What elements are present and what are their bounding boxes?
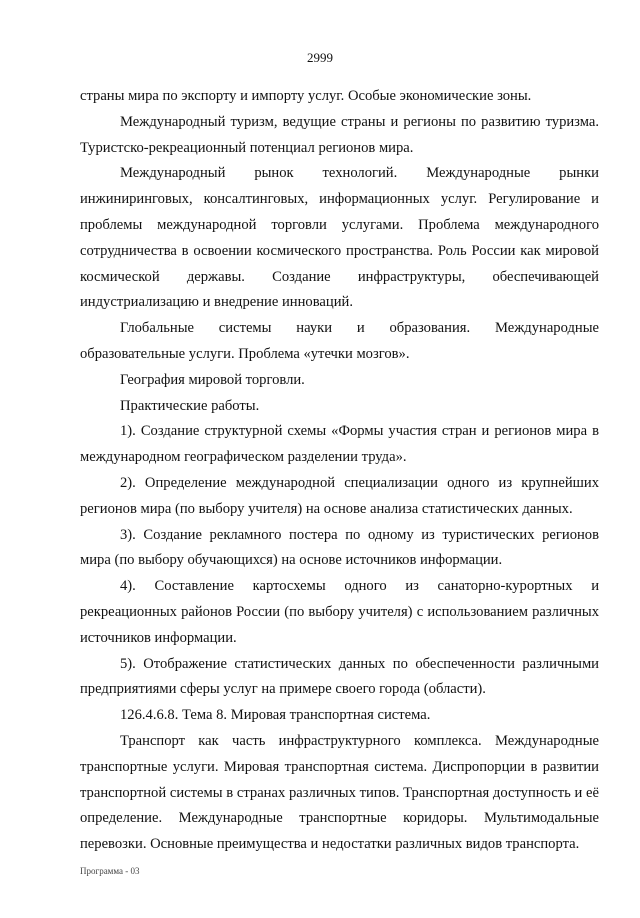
section-heading-topic-8: 126.4.6.8. Тема 8. Мировая транспортная система. bbox=[120, 707, 431, 724]
paragraph-world-trade: География мировой торговли. bbox=[120, 371, 305, 388]
paragraph-practical-5: 5). Отображение статистических данных по обеспеченности различными предприятиями сферы услуг на примере своего города (области). bbox=[80, 655, 599, 698]
paragraph-practical-2: 2). Определение международной специализации одного из крупнейших регионов мира (по выбору учителя) на основе анализа статистических данных. bbox=[80, 474, 599, 517]
paragraph-practical-1: 1). Создание структурной схемы «Формы участия стран и регионов мира в международном географическом разделении труда». bbox=[80, 423, 599, 466]
body-text bbox=[80, 84, 599, 858]
paragraph-transport: Транспорт как часть инфраструктурного комплекса. Международные транспортные услуги. Мировая транспортная система. Диспропорции в развитии транспортной системы в странах различных типов. Транспортная доступность и её определение. Международные транспортные коридоры. Мультимодальные перевозки. Основные преимущества и недостатки различных видов транспорта. bbox=[80, 732, 599, 853]
paragraph-practical-3: 3). Создание рекламного постера по одному из туристических регионов мира (по выбору обучающихся) на основе источников информации. bbox=[80, 526, 599, 569]
paragraph-tourism: Международный туризм, ведущие страны и регионы по развитию туризма. Туристско-рекреационный потенциал регионов мира. bbox=[80, 113, 599, 156]
paragraph-services-export: страны мира по экспорту и импорту услуг. Особые экономические зоны. bbox=[80, 88, 532, 104]
paragraph-science-education: Глобальные системы науки и образования. Международные образовательные услуги. Проблема «утечки мозгов». bbox=[80, 320, 599, 362]
paragraph-practical-4: 4). Составление картосхемы одного из санаторно-курортных и рекреационных районов России (по выбору учителя) с использованием различных источников информации. bbox=[80, 578, 599, 646]
page-number: 2999 bbox=[307, 50, 333, 65]
page-footer: Программа - 03 bbox=[80, 866, 140, 876]
paragraph-practical-works: Практические работы. bbox=[120, 397, 260, 414]
paragraph-technology-market: Международный рынок технологий. Международные рынки инжиниринговых, консалтинговых, информационных услуг. Регулирование и проблемы международной торговли услугами. Проблема международного сотрудничества в освоении космического пространства. Роль России как мировой космической державы. Создание инфраструктуры, обеспечивающей индустриализацию и внедрение инноваций. bbox=[80, 165, 599, 311]
